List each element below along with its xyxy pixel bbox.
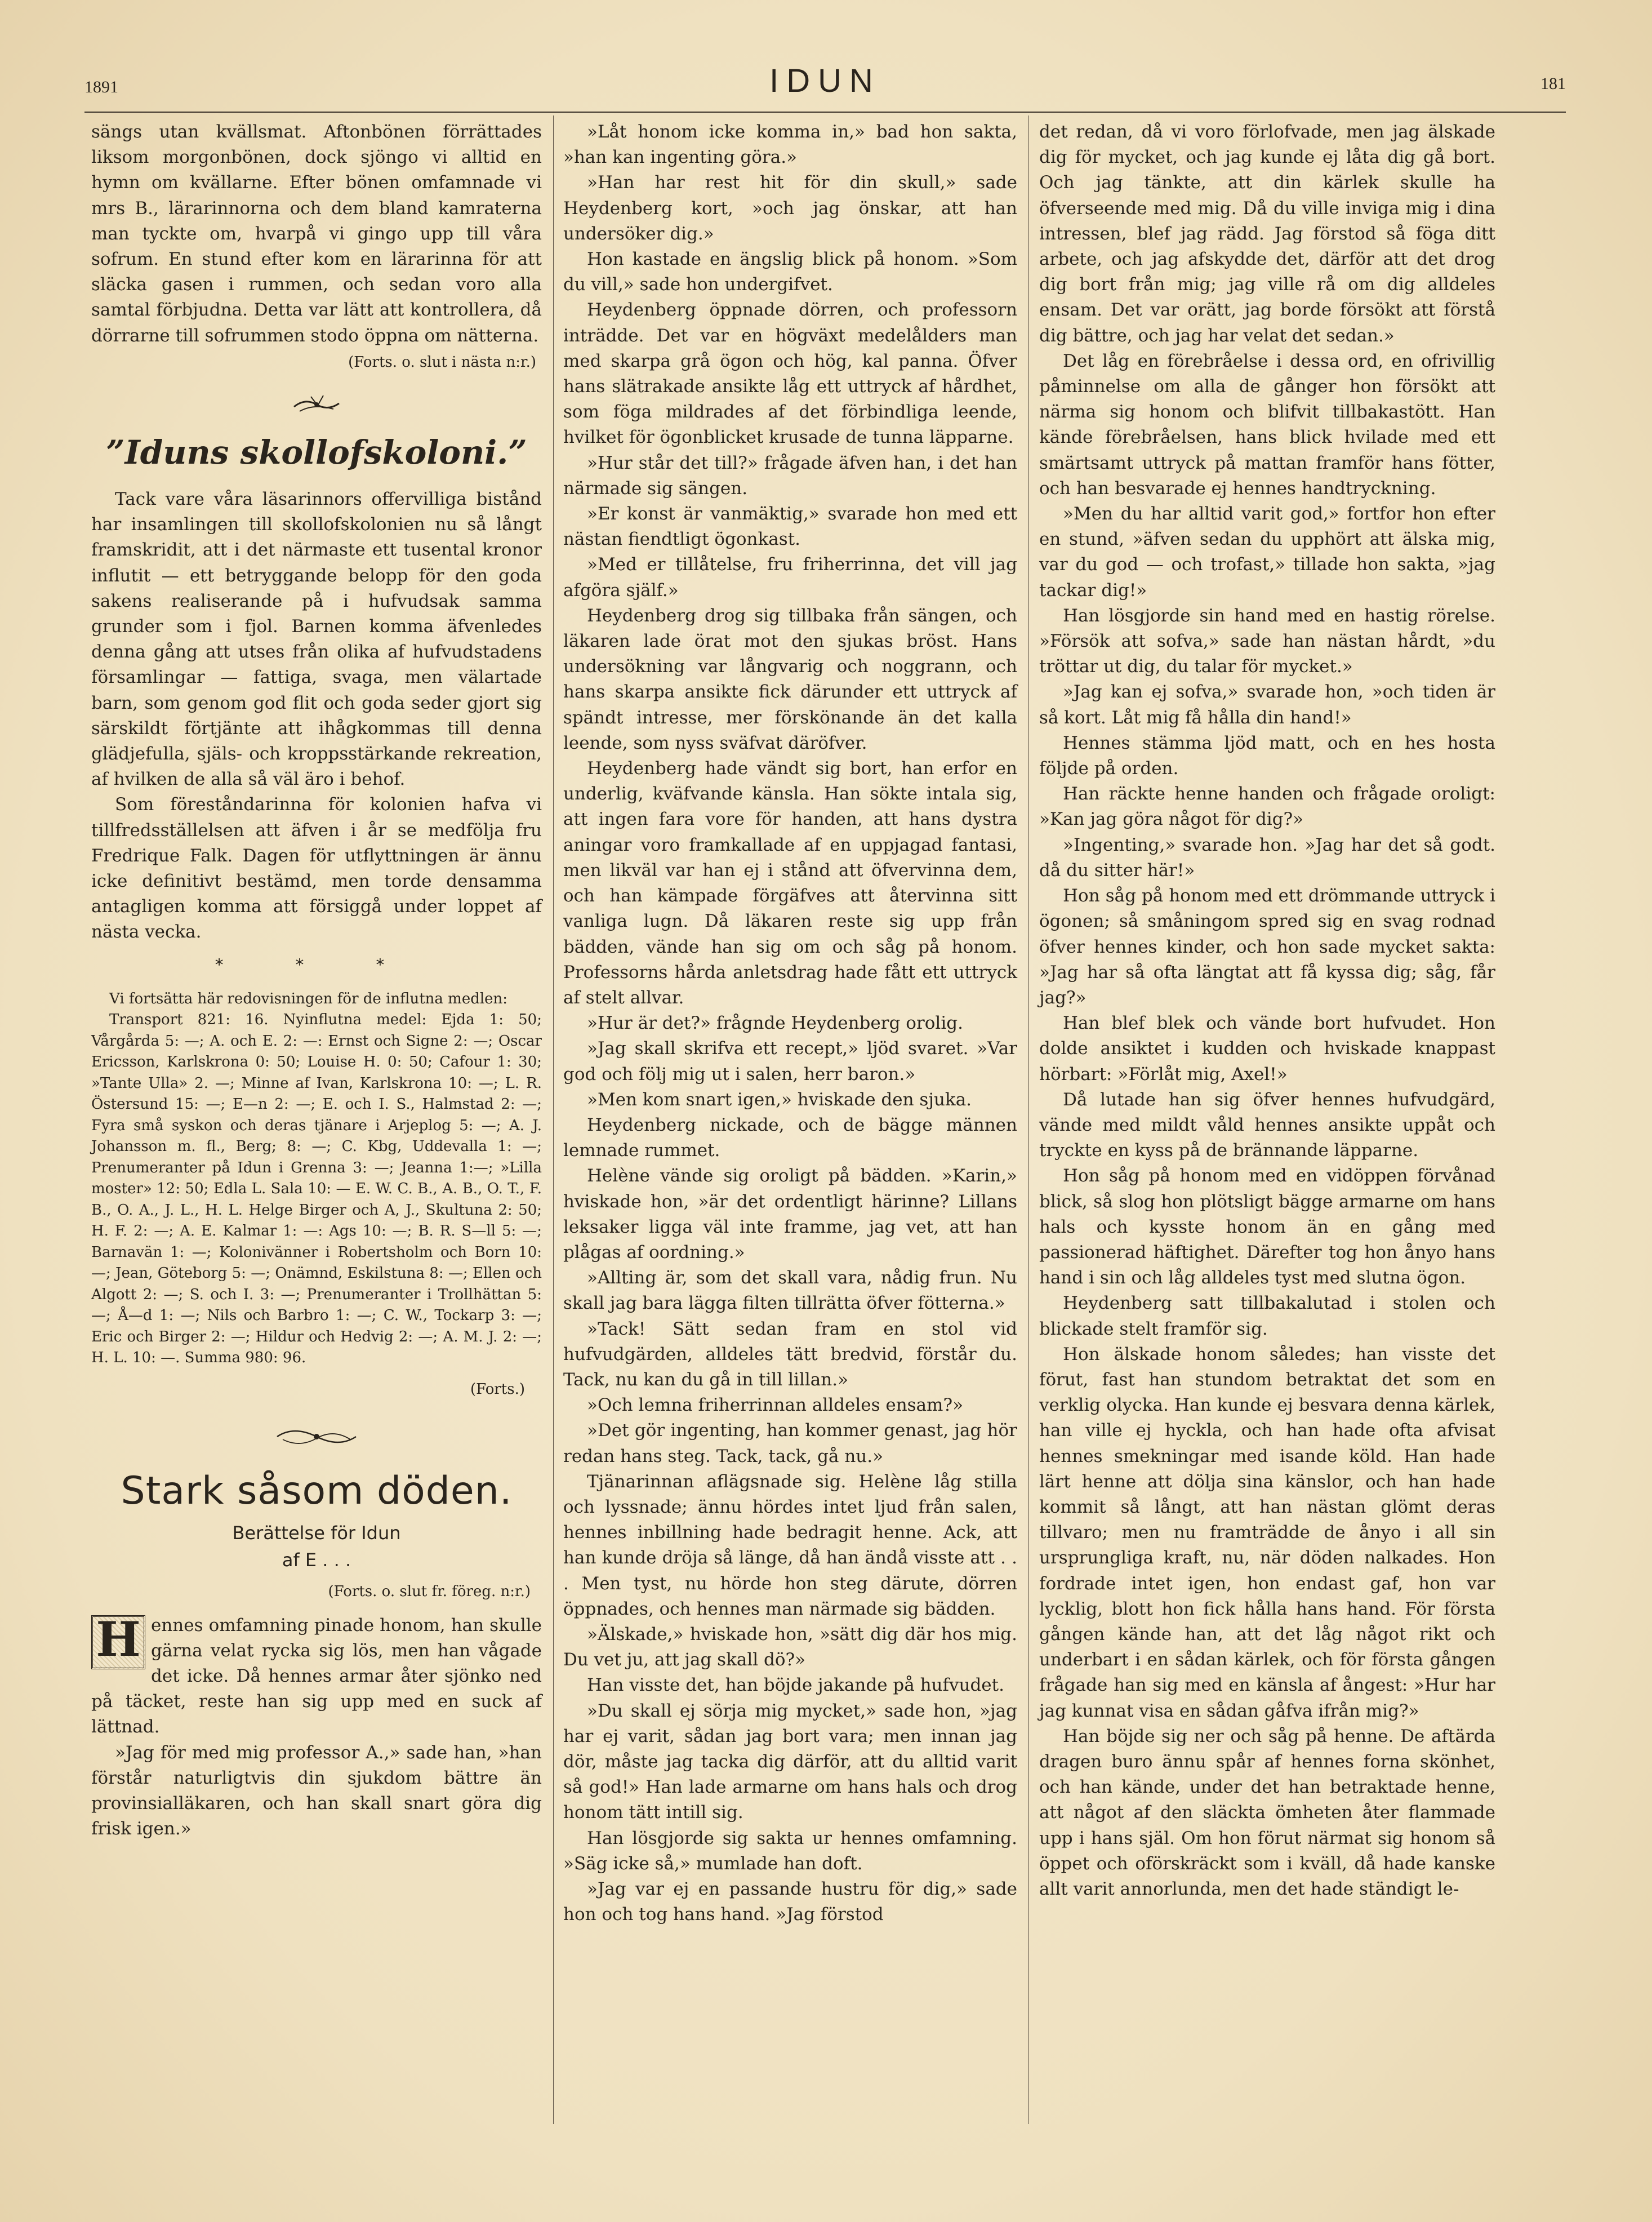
story-subtitle: Berättelse för Idun bbox=[232, 1522, 401, 1544]
col3-paragraph: Han böjde sig ner och såg på henne. De aftärda dragen buro ännu spår af hennes forna skönhet, och han kände, under det han betraktade henne, att något af den släckta ömheten åter flammade upp i hans själ. Om hon förut närmat sig honom så öppet och oförskräckt som i kväll, då hade kanske allt varit annorlunda, men det hade ständigt le- bbox=[1039, 1726, 1495, 1900]
column-divider-1 bbox=[553, 115, 554, 2124]
col3-paragraph: »Men du har alltid varit god,» fortfor hon efter en stund, »äfven sedan du upphört att älska mig, var du god — och trofast,» tillade hon sakta, »jag tackar dig!» bbox=[1039, 504, 1495, 601]
col2-paragraph: »Hur står det till?» frågade äfven han, i det han närmade sig sängen. bbox=[563, 452, 1017, 499]
continuation-note: (Forts. o. slut i nästa n:r.) bbox=[348, 353, 536, 371]
col2-paragraph: Han visste det, han böjde jakande på hufvudet. bbox=[587, 1675, 1004, 1696]
col2-paragraph: »Med er tillåtelse, fru friherrinna, det vill jag afgöra själf.» bbox=[563, 554, 1017, 601]
col2-paragraph: »Hur är det?» frågnde Heydenberg orolig. bbox=[587, 1013, 963, 1034]
col2-paragraph: Tjänarinnan aflägsnade sig. Helène låg stilla och lyssnade; ännu hördes intet ljud från salen, hennes inbillning hade bedragit henne. Ack, att han kunde dröja så länge, då han ändå visste att . . . Men tyst, nu hörde hon steg därute, dörren öppnades, och hennes man närmade sig bädden. bbox=[563, 1471, 1017, 1619]
col2-paragraph: »Han har rest hit för din skull,» sade Heydenberg kort, »och jag önskar, att han undersöker dig.» bbox=[563, 172, 1017, 244]
iduns-paragraph-1: Tack vare våra läsarinnors offervilliga bistånd har insamlingen till skollofskolonien nu så långt framskridit, att i det närmaste ett tusental kronor influtit — ett betryggande belopp för den goda sakens realiserande på i hufvudsak samma grunder som i fjol. Barnen komma äfvenledes denna gång att utses från olika af hufvudstadens församlingar — fattiga, svaga, men välartade barn, som genom god flit och goda seder gjort sig särskildt förtjänte att ihågkommas till denna glädjefulla, själs- och kroppsstärkande rekreation, af hvilken de alla så väl äro i behof. bbox=[91, 489, 542, 790]
col2-paragraph: Heydenberg hade vändt sig bort, han erfor en underlig, kväfvande känsla. Han sökte intala sig, att ingen fara vore för handen, att hans dystra aningar voro framkallade af en uppjagad fantasi, men likväl var han ej i stånd att öfvervinna dem, och han kämpade förgäfves att återvinna sitt vanliga lugn. Då läkaren reste sig upp från bädden, vände han sig om och såg på honom. Professorns hårda anletsdrag hade fått ett uttryck af stelt allvar. bbox=[563, 758, 1017, 1008]
iduns-paragraph-2: Som föreståndarinna för kolonien hafva vi tillfredsställelsen att äfven i år se medfölja fru Fredrique Falk. Dagen för utflyttningen är ännu icke definitivt bestämd, men torde densamma antagligen komma att försiggå under loppet af nästa vecka. bbox=[91, 794, 542, 943]
story-title: Stark såsom döden. bbox=[121, 1469, 513, 1514]
col2-paragraph: »Låt honom icke komma in,» bad hon sakta, »han kan ingenting göra.» bbox=[563, 122, 1017, 168]
column-3 bbox=[1039, 119, 1495, 1902]
col3-paragraph: Hon såg på honom med en vidöppen förvånad blick, så slog hon plötsligt bägge armarne om hans hals och kysste honom än en gång med passionerad häftighet. Därefter tog hon ånyo hans hand i sin och låg alldeles tyst med slutna ögon. bbox=[1039, 1166, 1495, 1288]
col2-paragraph: »Du skall ej sörja mig mycket,» sade hon, »jag har ej varit, sådan jag bort vara; men innan jag dör, måste jag tacka dig därför, att du alltid varit så god!» Han lade armarne om hans hals och drog honom tätt intill sig. bbox=[563, 1700, 1017, 1823]
col3-paragraph: »Ingenting,» svarade hon. »Jag har det så godt. då du sitter här!» bbox=[1039, 834, 1495, 881]
col2-paragraph: »Jag skall skrifva ett recept,» ljöd svaret. »Var god och följ mig ut i salen, herr baron.» bbox=[563, 1038, 1017, 1085]
col2-paragraph: »Allting är, som det skall vara, nådig frun. Nu skall jag bara lägga filten tillrätta öfver fötterna.» bbox=[563, 1268, 1017, 1314]
col2-paragraph: »Det gör ingenting, han kommer genast, jag hör redan hans steg. Tack, tack, gå nu.» bbox=[563, 1420, 1017, 1466]
col3-paragraph: Då lutade han sig öfver hennes hufvudgärd, vände med mildt våld hennes ansikte uppåt och tryckte en kyss på de brännande läpparne. bbox=[1039, 1089, 1495, 1161]
col2-paragraph: »Älskade,» hviskade hon, »sätt dig där hos mig. Du vet ju, att jag skall dö?» bbox=[563, 1624, 1017, 1670]
col2-paragraph: »Men kom snart igen,» hviskade den sjuka. bbox=[587, 1089, 972, 1110]
header-rule bbox=[84, 112, 1566, 113]
col2-paragraph: »Jag var ej en passande hustru för dig,» sade hon och tog hans hand. »Jag förstod bbox=[563, 1879, 1017, 1925]
column-divider-2 bbox=[1028, 115, 1029, 2124]
page-header bbox=[84, 62, 1566, 107]
ornament-icon bbox=[91, 386, 542, 420]
masthead-title: IDUN bbox=[769, 63, 881, 99]
col3-paragraph: Han blef blek och vände bort hufvudet. Hon dolde ansiktet i kudden och hviskade knappast hörbart: »Förlåt mig, Axel!» bbox=[1039, 1013, 1495, 1085]
col2-paragraph: Hon kastade en ängslig blick på honom. »Som du vill,» sade hon undergifvet. bbox=[563, 249, 1017, 295]
dropcap-letter: H bbox=[91, 1615, 145, 1669]
story-paragraph-1-text: ennes omfamning pinade honom, han skulle gärna velat rycka sig lös, men han vågade det icke. Då hennes armar åter sjönko ned på täcket, reste han sig upp med en suck af lättnad. bbox=[91, 1615, 542, 1737]
col2-paragraph: »Och lemna friherrinnan alldeles ensam?» bbox=[587, 1395, 964, 1416]
header-year: 1891 bbox=[84, 78, 118, 96]
col3-paragraph: det redan, då vi voro förlofvade, men jag älskade dig för mycket, och jag kunde ej låta dig gå bort. Och jag tänkte, att din kärlek skulle ha öfverseende med mig. Då du ville inviga mig i dina intressen, blef jag rädd. Jag förstod så föga ditt arbete, och jag afskydde det, därför att det drog dig bort från mig; jag ville rå om dig alldeles ensam. Det var orätt, jag borde försökt att förstå dig bättre, och jag har velat det sedan.» bbox=[1039, 122, 1495, 346]
story-continuation-note: (Forts. o. slut fr. föreg. n:r.) bbox=[328, 1583, 531, 1601]
story-paragraph-1 bbox=[91, 1613, 542, 1740]
col2-paragraph: Heydenberg drog sig tillbaka från sängen, och läkaren lade örat mot den sjukas bröst. Hans undersökning var långvarig och noggrann, och hans skarpa ansikte fick därunder ett uttryck af spändt intresse, mer förskönande än det kalla leende, som nyss sväfvat däröfver. bbox=[563, 605, 1017, 753]
col3-paragraph: Hennes stämma ljöd matt, och en hes hosta följde på orden. bbox=[1039, 732, 1495, 779]
donation-list-forts: (Forts.) bbox=[470, 1380, 525, 1398]
col2-paragraph: Helène vände sig oroligt på bädden. »Karin,» hviskade hon, »är det ordentligt härinne? Lillans leksaker ligga väl inte framme, jag vet, att han plågas af oordning.» bbox=[563, 1166, 1017, 1263]
col2-paragraph: Heydenberg nickade, och de bägge männen lemnade rummet. bbox=[563, 1114, 1017, 1161]
continuation-paragraph: sängs utan kvällsmat. Aftonbönen förrättades liksom morgonbönen, dock sjöngo vi alltid en hymn om kvällarne. Efter bönen omfamnade vi mrs B., lärarinnorna och dem bland kamraterna man tyckte om, hvarpå vi gingo upp till våra sofrum. En stund efter kom en lärarinna för att släcka gasen i rummen, och sedan voro alla samtal förbjudna. Detta var lätt att kontrollera, då dörrarne till sofrummen stodo öppna om nätterna. bbox=[91, 122, 542, 346]
col2-paragraph: »Er konst är vanmäktig,» svarade hon med ett nästan fiendtligt ögonkast. bbox=[563, 504, 1017, 550]
divider-ornament-icon bbox=[91, 1423, 542, 1456]
donation-list-intro: Vi fortsätta här redovisningen för de influtna medlen: bbox=[109, 990, 508, 1007]
column-1 bbox=[91, 119, 542, 1842]
col3-paragraph: Han lösgjorde sin hand med en hastig rörelse. »Försök att sofva,» sade han nästan hårdt, »du tröttar ut dig, du talar för mycket.» bbox=[1039, 605, 1495, 677]
header-page-number: 181 bbox=[1540, 74, 1566, 93]
story-author: af E . . . bbox=[282, 1549, 351, 1571]
iduns-heading: ”Iduns skollofskoloni.” bbox=[106, 433, 527, 472]
col3-paragraph: Hon älskade honom således; han visste det förut, fast han stundom betraktat det som en verklig olycka. Han kunde ej besvara denna kärlek, han ville ej hyckla, och han hade ofta afvisat hennes smekningar med isande köld. Han hade lärt henne att dölja sina känslor, och han hade kommit så långt, att han nästan glömt deras tillvaro; men nu framträdde de ånyo i all sin ursprungliga kraft, nu, när döden nalkades. Hon fordrade intet igen, hon endast gaf, hon var lycklig, blott hon fick hålla hans hand. För första gången kände han, att det låg något rikt och underbart i en sådan kärlek, och för första gången frågade han sig med en känsla af ångest: »Hur har jag kunnat visa en sådan gåfva ifrån mig?» bbox=[1039, 1344, 1495, 1721]
col3-paragraph: Det låg en förebråelse i dessa ord, en ofrivillig påminnelse om alla de gånger hon försökt att närma sig honom och blifvit tillbakastött. Han kände förebråelsen, hans blick hvilade med ett smärtsamt uttryck på mattan framför hans fötter, och han besvarade ej hennes handtryckning. bbox=[1039, 350, 1495, 499]
col3-paragraph: Hon såg på honom med ett drömmande uttryck i ögonen; så småningom spred sig en svag rodnad öfver hennes kinder, och hon sade mycket sakta: »Jag har så ofta längtat att få kyssa dig; såg, får jag?» bbox=[1039, 886, 1495, 1008]
donation-list-body: Transport 821: 16. Nyinflutna medel: Ejda 1: 50; Vårgårda 5: —; A. och E. 2: —: Ernst och Signe 2: —; Oscar Ericsson, Karlskrona 0: 50; Louise H. 0: 50; Cafour 1: 30; »Tante Ulla» 2. —; Minne af Ivan, Karlskrona 10: —; L. R. Östersund 15: —; E—n 2: —; E. och I. S., Halmstad 2: —; Fyra små syskon och deras tjänare i Arjeplog 5: —; A. J. Johansson m. fl., Berg; 8: —; C. Kbg, Uddevalla 1: —; Prenumeranter på Idun i Grenna 3: —; Jeanna 1:—; »Lilla moster» 12: 50; Edla L. Sala 10: — E. W. C. B., A. B., O. T., F. B., O. A., J. L., H. L. Helge Birger och A, J., Skultuna 2: 50; H. F. 2: —; A. E. Kalmar 1: —: Ags 10: —; B. R. S—ll 5: —; Barnavän 1: —; Kolonivänner i Robertsholm och Born 10: —; Jean, Göteborg 5: —; Onämnd, Eskilstuna 8: —; Ellen och Algott 2: —; S. och I. 3: —; Prenumeranter i Trollhättan 5: —; Å—d 1: —; Nils och Barbro 1: —; C. W., Tockarp 3: —; Eric och Birger 2: —; Hildur och Hedvig 2: —; A. M. J. 2: —; H. L. 10: —. Summa 980: 96. bbox=[91, 1011, 542, 1367]
section-stars: * * * bbox=[215, 955, 418, 974]
donation-list bbox=[91, 989, 542, 1401]
story-paragraph-2: »Jag för med mig professor A.,» sade han, »han förstår naturligtvis din sjukdom bättre än provinsialläkaren, och han skall snart göra dig frisk igen.» bbox=[91, 1742, 542, 1839]
col2-paragraph: Han lösgjorde sig sakta ur hennes omfamning. »Säg icke så,» mumlade han doft. bbox=[563, 1828, 1017, 1874]
col2-paragraph: »Tack! Sätt sedan fram en stol vid hufvudgärden, alldeles tätt bredvid, förstår du. Tack, nu kan du gå in till lillan.» bbox=[563, 1318, 1017, 1390]
col3-paragraph: Heydenberg satt tillbakalutad i stolen och blickade stelt framför sig. bbox=[1039, 1293, 1495, 1339]
col3-paragraph: »Jag kan ej sofva,» svarade hon, »och tiden är så kort. Låt mig få hålla din hand!» bbox=[1039, 682, 1495, 728]
col3-paragraph: Han räckte henne handen och frågade oroligt: »Kan jag göra något för dig?» bbox=[1039, 784, 1495, 830]
col2-paragraph: Heydenberg öppnade dörren, och professorn inträdde. Det var en högväxt medelålders man med skarpa grå ögon och hög, kal panna. Öfver hans slätrakade ansikte låg ett uttryck af hårdhet, som föga mildrades af det förbindliga leende, hvilket för ögonblicket krusade de tunna läpparne. bbox=[563, 300, 1017, 448]
column-2 bbox=[563, 119, 1017, 1927]
